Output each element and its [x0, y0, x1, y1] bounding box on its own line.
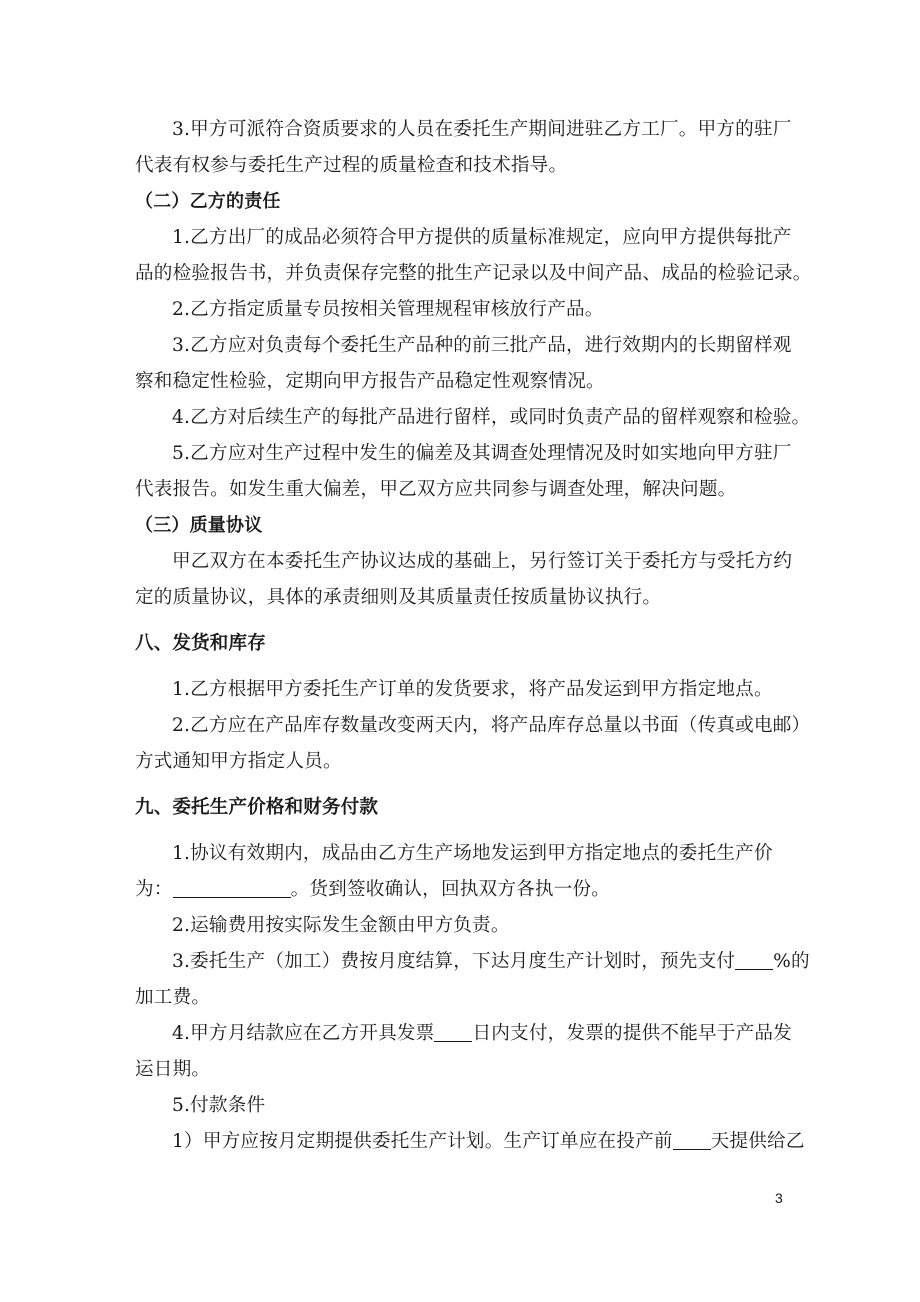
text-run: 为： [135, 879, 173, 900]
section-heading: 八、发货和库存 [135, 633, 266, 654]
subsection-heading: （二）乙方的责任 [135, 191, 281, 212]
price-blank [173, 877, 291, 898]
paragraph-line: 代表有权参与委托生产过程的质量检查和技术指导。 [135, 155, 568, 176]
paragraph-line: 3.甲方可派符合资质要求的人员在委托生产期间进驻乙方工厂。甲方的驻厂 [172, 119, 792, 140]
order-days-blank [673, 1129, 711, 1150]
text-run: 3.委托生产（加工）费按月度结算，下达月度生产计划时，预先支付 [172, 951, 736, 972]
text-run: %的 [773, 951, 810, 972]
prepay-percent-blank [735, 949, 773, 970]
paragraph-line: 定的质量协议，具体的承责细则及其质量责任按质量协议执行。 [135, 587, 662, 608]
document-body [135, 112, 812, 1160]
paragraph-line: 2.运输费用按实际发生金额由甲方负责。 [172, 915, 510, 936]
paragraph-line: 2.乙方应在产品库存数量改变两天内，将产品库存总量以书面（传真或电邮） [172, 715, 811, 736]
paragraph-line: 3.乙方应对负责每个委托生产品种的前三批产品，进行效期内的长期留样观 [172, 335, 792, 356]
section-heading: 九、委托生产价格和财务付款 [135, 797, 379, 818]
paragraph-line: 察和稳定性检验，定期向甲方报告产品稳定性观察情况。 [135, 371, 605, 392]
paragraph-line [135, 872, 795, 908]
text-run: 。货到签收确认，回执双方各执一份。 [290, 879, 611, 900]
paragraph-line [135, 1124, 805, 1160]
text-run: 日内支付，发票的提供不能早于产品发 [472, 1023, 792, 1044]
page-number: 3 [775, 1190, 783, 1206]
text-run: 天提供给乙 [710, 1131, 805, 1152]
paragraph-line: 2.乙方指定质量专员按相关管理规程审核放行产品。 [172, 299, 604, 320]
payment-days-blank [434, 1021, 472, 1042]
paragraph-line: 5.付款条件 [172, 1095, 266, 1116]
paragraph-line: 5.乙方应对生产过程中发生的偏差及其调查处理情况及时如实地向甲方驻厂 [172, 443, 792, 464]
paragraph-line: 加工费。 [135, 987, 211, 1008]
paragraph-line: 1.乙方根据甲方委托生产订单的发货要求，将产品发运到甲方指定地点。 [172, 679, 773, 700]
paragraph-line: 代表报告。如发生重大偏差，甲乙双方应共同参与调查处理，解决问题。 [135, 479, 737, 500]
text-run: 4.甲方月结款应在乙方开具发票 [172, 1023, 435, 1044]
paragraph-line: 1.乙方出厂的成品必须符合甲方提供的质量标准规定，应向甲方提供每批产 [172, 227, 792, 248]
paragraph-line [135, 944, 810, 980]
paragraph-line: 1.协议有效期内，成品由乙方生产场地发运到甲方指定地点的委托生产价 [172, 843, 773, 864]
paragraph-line: 甲乙双方在本委托生产协议达成的基础上，另行签订关于委托方与受托方约 [172, 551, 793, 572]
paragraph-line: 运日期。 [135, 1059, 211, 1080]
subsection-heading: （三）质量协议 [135, 515, 263, 536]
paragraph-line [135, 1016, 795, 1052]
paragraph-line: 4.乙方对后续生产的每批产品进行留样，或同时负责产品的留样观察和检验。 [172, 407, 811, 428]
paragraph-line: 品的检验报告书，并负责保存完整的批生产记录以及中间产品、成品的检验记录。 [135, 263, 812, 284]
paragraph-line: 方式通知甲方指定人员。 [135, 751, 342, 772]
text-run: 1）甲方应按月定期提供委托生产计划。生产订单应在投产前 [172, 1131, 673, 1152]
